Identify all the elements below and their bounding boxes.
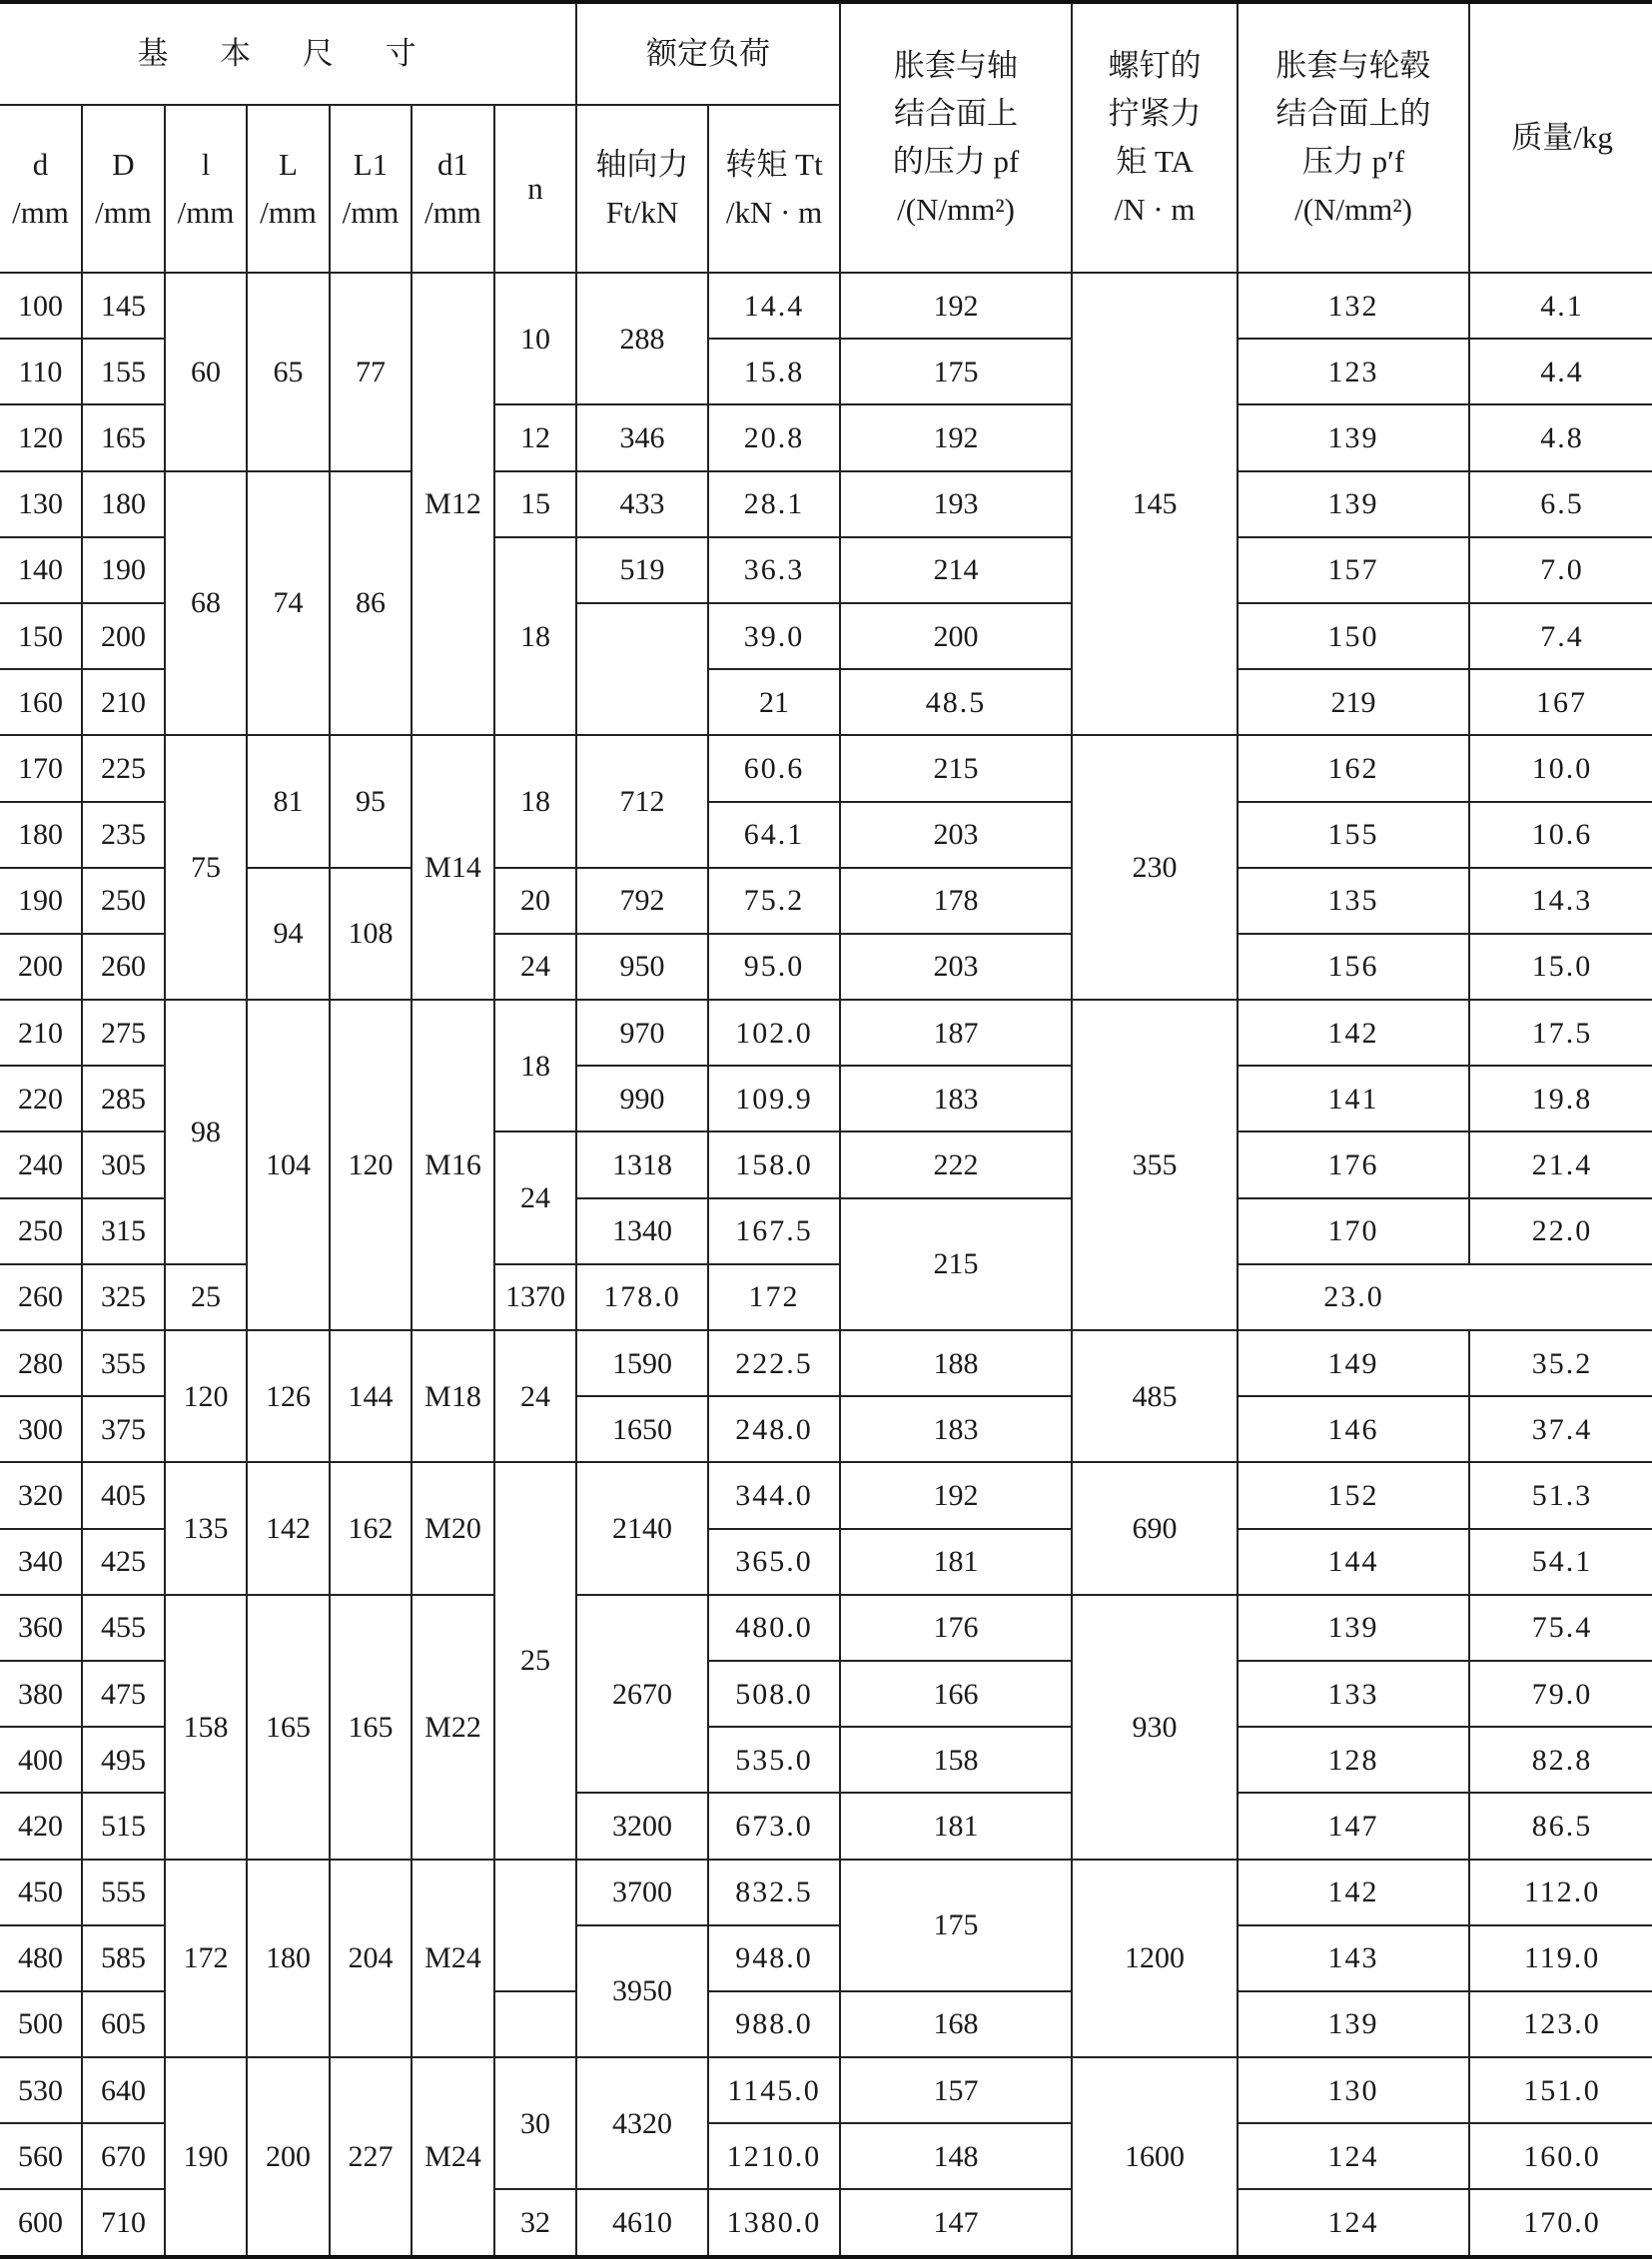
cell-D: 305 [82,1131,165,1197]
cell-d: 210 [0,1000,82,1066]
cell-torque: 832.5 [708,1860,840,1925]
cell-axial-force: 950 [576,934,708,1000]
cell-D: 260 [82,934,165,1000]
cell-mass: 75.4 [1469,1595,1652,1661]
cell-mass: 17.5 [1469,1000,1652,1066]
cell-shaft-pressure: 183 [840,1066,1072,1131]
cell-hub-pressure: 147 [1238,1793,1469,1859]
cell-n: 15 [494,471,576,537]
header-D: D /mm [82,105,165,273]
cell-D: 515 [82,1793,165,1859]
cell-d1: M24 [412,2057,494,2257]
cell-torque: 28.1 [708,471,840,537]
cell-shaft-pressure: 203 [840,934,1072,1000]
cell-mass: 37.4 [1469,1396,1652,1462]
cell-D: 145 [82,273,165,339]
cell-torque: 102.0 [708,1000,840,1066]
cell-L1: 108 [330,868,412,1000]
header-n: n [494,105,576,273]
cell-D: 670 [82,2123,165,2189]
header-d: d /mm [0,105,82,273]
cell-L: 142 [247,1462,330,1594]
cell-mass: 82.8 [1469,1727,1652,1793]
cell-shaft-pressure: 166 [840,1661,1072,1727]
cell-mass: 160.0 [1469,2123,1652,2189]
cell-l: 172 [165,1860,247,2058]
cell-tightening-torque: 485 [1072,1330,1238,1462]
cell-hub-pressure: 156 [1238,934,1469,1000]
cell-d: 380 [0,1661,82,1727]
cell-shaft-pressure: 175 [840,1860,1072,1991]
cell-mass: 79.0 [1469,1661,1652,1727]
cell-mass: 51.3 [1469,1462,1652,1528]
cell-torque: 20.8 [708,404,840,470]
cell-torque: 95.0 [708,934,840,1000]
cell-d: 180 [0,802,82,868]
cell-l: 75 [165,735,247,1000]
cell-axial-force: 519 [576,537,708,603]
cell-d: 600 [0,2189,82,2256]
cell-mass: 14.3 [1469,868,1652,934]
cell-shaft-pressure: 181 [840,1529,1072,1595]
cell-axial-force: 346 [576,404,708,470]
cell-n: 30 [494,2057,576,2189]
cell-l: 190 [165,2057,247,2257]
cell-shaft-pressure: 215 [840,1198,1072,1330]
cell-axial-force: 1370 [494,1264,576,1330]
cell-D: 250 [82,868,165,934]
header-l: l /mm [165,105,247,273]
cell-shaft-pressure: 147 [840,2189,1072,2256]
cell-torque: 109.9 [708,1066,840,1131]
cell-d1: M24 [412,1860,494,2058]
cell-hub-pressure: 130 [1238,2057,1469,2123]
cell-L: 74 [247,471,330,736]
cell-d: 560 [0,2123,82,2189]
cell-L: 65 [247,273,330,471]
cell-torque: 14.4 [708,273,840,339]
cell-tightening-torque: 230 [1072,735,1238,1000]
cell-n: 21 [708,669,840,735]
cell-L: 104 [247,1000,330,1330]
cell-torque: 39.0 [708,603,840,669]
header-tightening-torque: 螺钉的 拧紧力 矩 TA /N · m [1072,2,1238,273]
cell-D: 355 [82,1330,165,1396]
cell-hub-pressure: 124 [1238,2189,1469,2256]
cell-L: 94 [247,868,330,1000]
cell-L1: 165 [330,1595,412,1860]
cell-n: 18 [494,537,576,736]
cell-hub-pressure: 167 [1469,669,1652,735]
cell-tightening-torque: 145 [1072,273,1238,735]
cell-L1: 86 [330,471,412,736]
cell-shaft-pressure: 192 [840,404,1072,470]
cell-torque: 948.0 [708,1925,840,1991]
cell-hub-pressure: 139 [1238,404,1469,470]
cell-D: 585 [82,1925,165,1991]
cell-tightening-torque: 930 [1072,1595,1238,1860]
table-row [0,868,1652,934]
header-axial-force: 轴向力 Ft/kN [576,105,708,273]
cell-hub-pressure: 150 [1238,603,1469,669]
cell-hub-pressure: 155 [1238,802,1469,868]
cell-mass: 54.1 [1469,1529,1652,1595]
cell-d: 400 [0,1727,82,1793]
cell-hub-pressure: 176 [1238,1131,1469,1197]
cell-D: 640 [82,2057,165,2123]
table-row [0,1330,1652,1396]
cell-shaft-pressure: 215 [840,735,1072,801]
cell-d1: M14 [412,735,494,1000]
cell-n: 32 [494,2189,576,2256]
cell-l: 60 [165,273,247,471]
cell-torque: 508.0 [708,1661,840,1727]
table-row [0,471,1652,537]
cell-d: 170 [0,735,82,801]
cell-D: 495 [82,1727,165,1793]
table-row [0,273,1652,339]
cell-D: 405 [82,1462,165,1528]
cell-hub-pressure: 133 [1238,1661,1469,1727]
cell-tightening-torque: 355 [1072,1000,1238,1330]
cell-n: 25 [165,1264,247,1330]
cell-d: 420 [0,1793,82,1859]
cell-mass: 151.0 [1469,2057,1652,2123]
cell-shaft-pressure: 200 [840,603,1072,669]
cell-d: 130 [0,471,82,537]
cell-n: 25 [494,1462,576,1859]
cell-n [494,1860,576,1991]
cell-D: 180 [82,471,165,537]
header-L1: L1 /mm [330,105,412,273]
cell-hub-pressure: 135 [1238,868,1469,934]
cell-tightening-torque: 1200 [1072,1860,1238,2058]
cell-mass: 10.0 [1469,735,1652,801]
cell-mass: 23.0 [1238,1264,1469,1330]
cell-L: 126 [247,1330,330,1462]
cell-torque: 64.1 [708,802,840,868]
cell-hub-pressure: 149 [1238,1330,1469,1396]
cell-n: 24 [494,1330,576,1462]
cell-d: 150 [0,603,82,669]
cell-n: 24 [494,934,576,1000]
cell-mass: 4.1 [1469,273,1652,339]
cell-mass: 15.0 [1469,934,1652,1000]
cell-d1: M12 [412,273,494,735]
cell-L1: 95 [330,735,412,867]
cell-D: 275 [82,1000,165,1066]
cell-torque: 75.2 [708,868,840,934]
cell-axial-force: 433 [576,471,708,537]
cell-hub-pressure: 139 [1238,471,1469,537]
cell-axial-force: 288 [576,273,708,404]
header-rated-load: 额定负荷 [576,2,840,105]
cell-hub-pressure: 123 [1238,339,1469,404]
cell-L: 81 [247,735,330,867]
cell-torque: 535.0 [708,1727,840,1793]
cell-d: 220 [0,1066,82,1131]
cell-n: 12 [494,404,576,470]
cell-n: 18 [494,1000,576,1131]
cell-hub-pressure: 128 [1238,1727,1469,1793]
header-torque: 转矩 Tt /kN · m [708,105,840,273]
cell-d: 340 [0,1529,82,1595]
cell-L1: 77 [330,273,412,471]
cell-d: 300 [0,1396,82,1462]
cell-torque: 344.0 [708,1462,840,1528]
cell-L1: 162 [330,1462,412,1594]
cell-n: 24 [494,1131,576,1263]
cell-mass: 21.4 [1469,1131,1652,1197]
cell-hub-pressure: 142 [1238,1860,1469,1925]
table-row [0,2057,1652,2123]
cell-axial-force: 1318 [576,1131,708,1197]
cell-d: 120 [0,404,82,470]
cell-D: 455 [82,1595,165,1661]
cell-d: 140 [0,537,82,603]
cell-d: 480 [0,1925,82,1991]
cell-d: 320 [0,1462,82,1528]
cell-mass: 7.0 [1469,537,1652,603]
cell-L1: 120 [330,1000,412,1330]
cell-torque: 365.0 [708,1529,840,1595]
cell-axial-force: 3700 [576,1860,708,1925]
cell-torque: 1145.0 [708,2057,840,2123]
cell-D: 325 [82,1264,165,1330]
cell-D: 200 [82,603,165,669]
cell-torque: 48.5 [840,669,1072,735]
cell-tightening-torque: 1600 [1072,2057,1238,2257]
cell-d1: M18 [412,1330,494,1462]
header-hub-pressure: 胀套与轮毂 结合面上的 压力 p′f /(N/mm²) [1238,2,1469,273]
cell-d: 500 [0,1991,82,2057]
cell-hub-pressure: 157 [1238,537,1469,603]
cell-mass: 170.0 [1469,2189,1652,2256]
cell-L1: 227 [330,2057,412,2257]
cell-axial-force: 1590 [576,1330,708,1396]
cell-torque: 1210.0 [708,2123,840,2189]
cell-hub-pressure: 152 [1238,1462,1469,1528]
cell-D: 165 [82,404,165,470]
cell-D: 225 [82,735,165,801]
cell-shaft-pressure: 188 [840,1330,1072,1396]
cell-mass: 10.6 [1469,802,1652,868]
table-row [0,1462,1652,1528]
cell-shaft-pressure: 192 [840,1462,1072,1528]
cell-D: 155 [82,339,165,404]
cell-shaft-pressure: 178 [840,868,1072,934]
cell-mass: 123.0 [1469,1991,1652,2057]
cell-l: 120 [165,1330,247,1462]
cell-shaft-pressure: 203 [840,802,1072,868]
cell-mass: 6.5 [1469,471,1652,537]
cell-mass: 86.5 [1469,1793,1652,1859]
table-row [0,735,1652,801]
cell-L1: 144 [330,1330,412,1462]
cell-shaft-pressure: 158 [840,1727,1072,1793]
cell-axial-force: 2670 [576,1595,708,1794]
cell-l: 158 [165,1595,247,1860]
cell-D: 605 [82,1991,165,2057]
cell-axial-force: 970 [576,1000,708,1066]
cell-L: 165 [247,1595,330,1860]
cell-torque: 988.0 [708,1991,840,2057]
cell-shaft-pressure: 192 [840,273,1072,339]
header-shaft-pressure: 胀套与轴 结合面上 的压力 pf /(N/mm²) [840,2,1072,273]
cell-hub-pressure: 139 [1238,1595,1469,1661]
cell-d: 530 [0,2057,82,2123]
cell-torque: 158.0 [708,1131,840,1197]
cell-d: 260 [0,1264,82,1330]
cell-hub-pressure: 139 [1238,1991,1469,2057]
cell-torque: 248.0 [708,1396,840,1462]
cell-hub-pressure: 141 [1238,1066,1469,1131]
cell-D: 555 [82,1860,165,1925]
cell-torque: 480.0 [708,1595,840,1661]
table-row [0,1000,1652,1066]
cell-hub-pressure: 143 [1238,1925,1469,1991]
cell-D: 235 [82,802,165,868]
cell-axial-force: 3950 [576,1925,708,2057]
header-L: L /mm [247,105,330,273]
cell-d: 190 [0,868,82,934]
cell-d1: M22 [412,1595,494,1860]
cell-n: 10 [494,273,576,404]
cell-mass: 7.4 [1469,603,1652,669]
cell-d: 250 [0,1198,82,1264]
cell-mass: 4.4 [1469,339,1652,404]
cell-d: 160 [0,669,82,735]
cell-shaft-pressure: 214 [840,537,1072,603]
cell-tightening-torque: 690 [1072,1462,1238,1594]
cell-hub-pressure: 132 [1238,273,1469,339]
cell-d: 450 [0,1860,82,1925]
table-body [0,273,1652,2257]
cell-l: 98 [165,1000,247,1264]
cell-shaft-pressure: 183 [840,1396,1072,1462]
cell-shaft-pressure: 168 [840,1991,1072,2057]
cell-axial-force: 1650 [576,1396,708,1462]
cell-L: 200 [247,2057,330,2257]
cell-mass: 22.0 [1469,1198,1652,1264]
cell-D: 710 [82,2189,165,2256]
cell-L: 180 [247,1860,330,2058]
cell-shaft-pressure: 181 [840,1793,1072,1859]
cell-shaft-pressure: 175 [840,339,1072,404]
cell-axial-force: 990 [576,1066,708,1131]
cell-shaft-pressure: 222 [840,1131,1072,1197]
cell-axial-force [576,603,708,735]
cell-d: 100 [0,273,82,339]
cell-torque: 222.5 [708,1330,840,1396]
cell-torque: 178.0 [576,1264,708,1330]
cell-D: 210 [82,669,165,735]
cell-torque: 15.8 [708,339,840,404]
cell-axial-force: 712 [576,735,708,867]
header-mass: 质量/kg [1469,2,1652,273]
cell-axial-force: 1340 [576,1198,708,1264]
cell-d1: M16 [412,1000,494,1330]
cell-torque: 1380.0 [708,2189,840,2256]
cell-shaft-pressure: 193 [840,471,1072,537]
cell-d: 360 [0,1595,82,1661]
header-basic-size: 基 本 尺 寸 [0,2,576,105]
cell-torque: 673.0 [708,1793,840,1859]
cell-axial-force: 792 [576,868,708,934]
cell-d: 200 [0,934,82,1000]
cell-d: 110 [0,339,82,404]
cell-hub-pressure: 146 [1238,1396,1469,1462]
cell-hub-pressure: 142 [1238,1000,1469,1066]
cell-shaft-pressure: 187 [840,1000,1072,1066]
cell-hub-pressure: 124 [1238,2123,1469,2189]
cell-axial-force: 4610 [576,2189,708,2256]
cell-L1: 204 [330,1860,412,2058]
cell-l: 135 [165,1462,247,1594]
cell-d: 240 [0,1131,82,1197]
cell-shaft-pressure: 219 [1238,669,1469,735]
cell-d1: M20 [412,1462,494,1594]
header-d1: d1 /mm [412,105,494,273]
cell-n [494,1991,576,2057]
cell-mass: 19.8 [1469,1066,1652,1131]
cell-mass: 35.2 [1469,1330,1652,1396]
cell-n: 18 [494,735,576,867]
cell-hub-pressure: 172 [708,1264,840,1330]
cell-mass: 4.8 [1469,404,1652,470]
cell-mass: 112.0 [1469,1860,1652,1925]
cell-n: 20 [494,868,576,934]
cell-axial-force: 2140 [576,1462,708,1594]
cell-shaft-pressure: 148 [840,2123,1072,2189]
cell-hub-pressure: 162 [1238,735,1469,801]
cell-l: 68 [165,471,247,736]
cell-D: 425 [82,1529,165,1595]
table-row [0,1860,1652,1925]
cell-torque: 36.3 [708,537,840,603]
cell-axial-force: 3200 [576,1793,708,1859]
cell-D: 190 [82,537,165,603]
table-row [0,1595,1652,1661]
cell-hub-pressure: 170 [1238,1198,1469,1264]
cell-D: 285 [82,1066,165,1131]
cell-mass: 119.0 [1469,1925,1652,1991]
cell-D: 375 [82,1396,165,1462]
cell-D: 315 [82,1198,165,1264]
cell-torque: 60.6 [708,735,840,801]
cell-shaft-pressure: 176 [840,1595,1072,1661]
cell-torque: 167.5 [708,1198,840,1264]
cell-axial-force: 4320 [576,2057,708,2189]
cell-d: 280 [0,1330,82,1396]
cell-shaft-pressure: 157 [840,2057,1072,2123]
cell-D: 475 [82,1661,165,1727]
cell-hub-pressure: 144 [1238,1529,1469,1595]
